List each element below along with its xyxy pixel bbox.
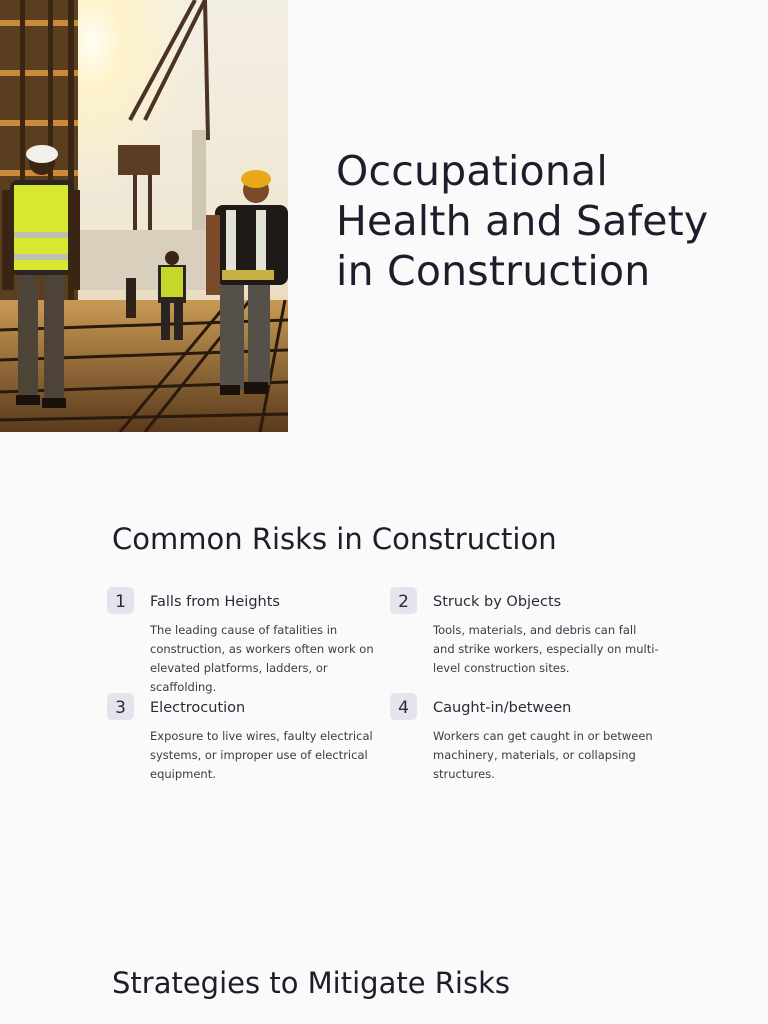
risks-heading: Common Risks in Construction	[112, 522, 557, 556]
page-title: Occupational Health and Safety in Construction	[336, 147, 709, 295]
risk-description: The leading cause of fatalities in construction, as workers often work on elevated platforms, ladders, or scaffolding.	[150, 623, 374, 694]
risk-number-badge: 4	[390, 693, 417, 720]
risk-title: Falls from Heights	[150, 594, 280, 610]
risk-number-badge: 2	[390, 587, 417, 614]
risk-title: Struck by Objects	[433, 594, 562, 610]
risk-description: Tools, materials, and debris can fall and strike workers, especially on multi-level construction sites.	[433, 623, 659, 675]
risk-description: Workers can get caught in or between machinery, materials, or collapsing structures.	[433, 729, 653, 781]
strategies-heading: Strategies to Mitigate Risks	[112, 966, 510, 1000]
risk-title: Electrocution	[150, 700, 246, 716]
hero-image	[0, 0, 288, 432]
risk-description: Exposure to live wires, faulty electrical systems, or improper use of electrical equipment.	[150, 729, 373, 781]
risk-title: Caught-in/between	[433, 700, 572, 716]
risk-number-badge: 1	[107, 587, 134, 614]
construction-workers-illustration	[0, 0, 288, 432]
risk-number-badge: 3	[107, 693, 134, 720]
